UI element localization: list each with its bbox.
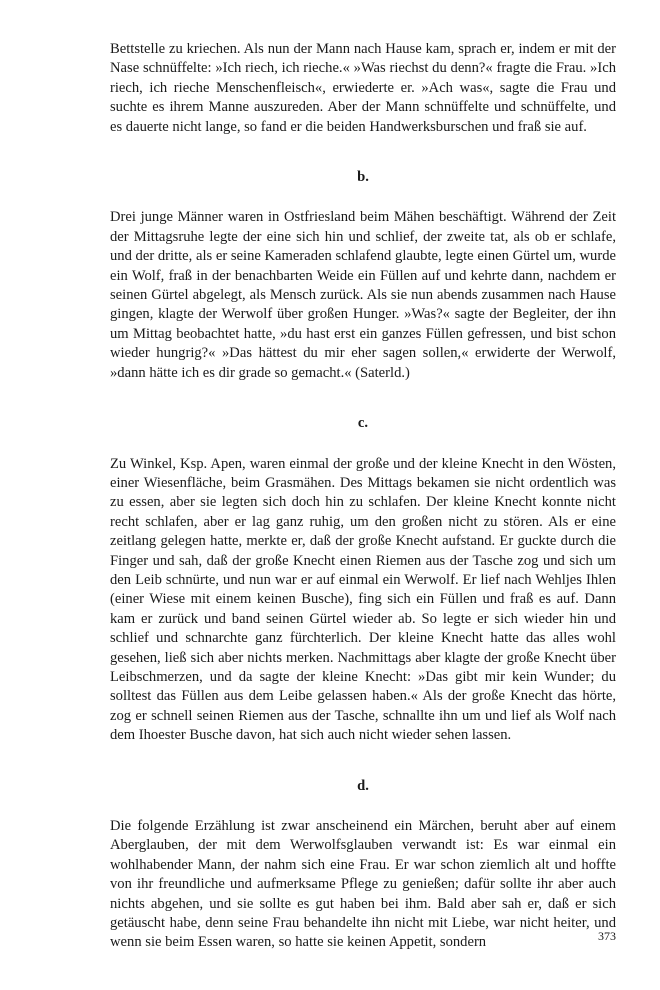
- paragraph-section-b: Drei junge Männer waren in Ostfriesland beim Mähen beschäftigt. Während der Zeit der Mittagsruhe legte der eine sich hin und schlief, der zweite tat, als ob er schlafe, und der dritte, als er seine Kameraden schlafend glaubte, legte einen Gürtel um, wurde ein Wolf, fraß in der benachbarten Weide ein Füllen auf und kehrte dann, nachdem er seinen Gürtel abgelegt, als Mensch zurück. Als sie nun abends zusammen nach Hause gingen, klagte der Werwolf über großen Hunger. »Was?« sagte der Begleiter, der ihn um Mittag beobachtet hatte, »du hast erst ein ganzes Füllen gefressen, und bist schon wieder hungrig?« »Das hättest du mir eher sagen sollen,« erwiderte der Werwolf, »dann hätte ich es dir grade so gemacht.« (Saterld.): [110, 209, 616, 381]
- paragraph-section-d: Die folgende Erzählung ist zwar anscheinend ein Märchen, beruht aber auf einem Aberglauben, der mit dem Werwolfsglauben verwandt ist: Es war einmal ein wohlhabender Mann, der nahm sich eine Frau. Er war schon ziemlich alt und hoffte von ihr freundliche und aufmerksame Pflege zu genießen; dafür sollte ihr aber auch nichts abgehen, und sie sollte es gut haben bei ihm. Bald aber sah er, daß er sich getäuscht habe, denn seine Frau behandelte ihn nicht mit Liebe, war nicht heiter, und wenn sie beim Essen waren, so hatte sie keinen Appetit, sondern: [110, 818, 616, 951]
- paragraph-intro-tail: Bettstelle zu kriechen. Als nun der Mann nach Hause kam, sprach er, indem er mit der Nase schnüffelte: »Ich riech, ich rieche.« »Was riechst du denn?« fragte die Frau. »Ich riech, ich rieche Menschenfleisch«, erwiederte er. »Ach was«, sagte die Frau und suchte es ihrem Manne auszureden. Aber der Mann schnüffelte und schnüffelte, und es dauerte nicht lange, so fand er die beiden Handwerksburschen und fraß sie auf.: [110, 41, 616, 135]
- page-number: 373: [598, 929, 616, 943]
- paragraph-section-c: Zu Winkel, Ksp. Apen, waren einmal der große und der kleine Knecht in den Wösten, einer Wiesenfläche, beim Grasmähen. Des Mittags bekamen sie nicht ordentlich was zu essen, aber sie legten sich doch hin zu schlafen. Der kleine Knecht konnte nicht recht schlafen, aber er lag ganz ruhig, um den großen nicht zu stören. Als er eine zeitlang gelegen hatte, merkte er, daß der große Knecht aufstand. Er guckte durch die Finger und sah, daß der große Knecht einen Riemen aus der Tasche zog und sich um den Leib schnürte, und nun war er auf einmal ein Werwolf. Er lief nach Wehljes Ihlen (einer Wiese mit einem keinen Busche), fing sich ein Füllen und fraß es auf. Dann kam er zurück und band seinen Gürtel wieder ab. So legte er sich wieder hin und schlief und schnarchte ganz fürchterlich. Der kleine Knecht hatte das alles wohl gesehen, ließ sich aber nichts merken. Nachmittags aber klagte der große Knecht über Leibschmerzen, und da sagte der kleine Knecht: »Das gibt mir kein Wunder; du solltest das Füllen aus dem Leibe gelassen haben.« Als der große Knecht das hörte, zog er schnell seinen Riemen aus der Tasche, schnallte ihn um und lief als Wolf nach dem Ihoester Busche davon, hat sich auch nicht wieder sehen lassen.: [110, 455, 616, 744]
- section-heading-c: c.: [357, 415, 369, 432]
- section-heading-b: b.: [357, 169, 369, 186]
- section-heading-d: d.: [357, 777, 369, 794]
- book-page: [110, 40, 616, 953]
